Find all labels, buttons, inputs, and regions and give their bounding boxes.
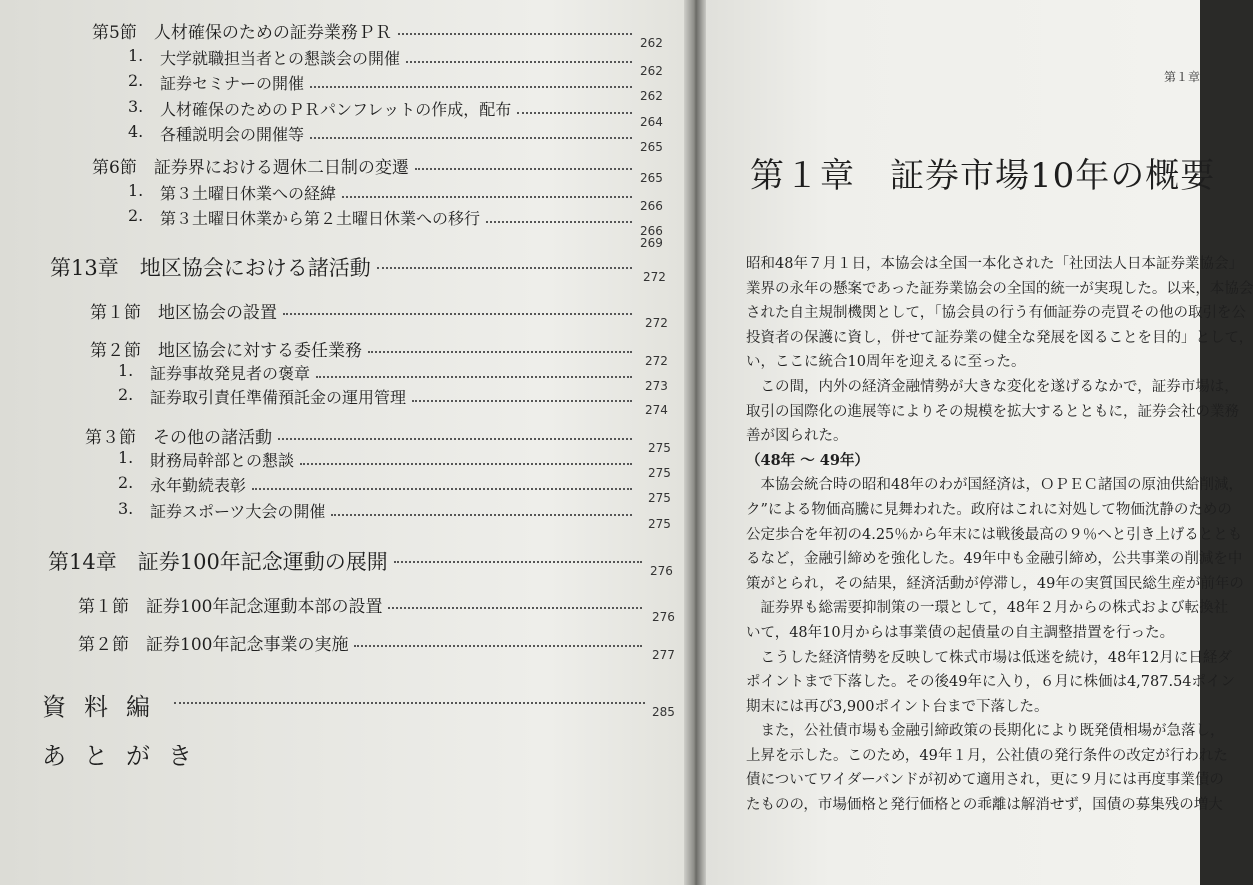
- toc-entry-number: 1.: [118, 361, 134, 380]
- toc-entry-title: 第13章 地区協会における諸活動: [50, 256, 371, 280]
- toc-leader-dots: [368, 351, 632, 353]
- toc-entry-title: 第5節 人材確保のための証券業務ＰＲ: [92, 23, 392, 43]
- toc-entry-title: 大学就職担当者との懇談会の開催: [160, 49, 401, 68]
- toc-entry-number: 1.: [128, 46, 144, 65]
- body-line: 業界の永年の懸案であった証券業協会の全国的統一が実現した。以来，本協会: [746, 280, 1253, 297]
- toc-entry-title: 第１節 証券100年記念運動本部の設置: [78, 597, 383, 617]
- subheading: （48年 ～ 49年）: [746, 451, 869, 469]
- toc-page-number: 266: [640, 199, 663, 213]
- toc-page-number: 275: [648, 441, 671, 455]
- toc-leader-dots: [398, 33, 632, 35]
- toc-page-number: 276: [650, 564, 673, 578]
- toc-page-number: 262: [640, 89, 663, 103]
- toc-entry-title: 証券スポーツ大会の開催: [150, 502, 326, 521]
- body-line: 債についてワイダーバンドが初めて適用され，更に９月には再度事業債の: [746, 772, 1224, 789]
- book-gutter: [684, 0, 706, 885]
- toc-leader-dots: [415, 168, 632, 170]
- body-line: 期末には再び3,900ポイント台まで下落した。: [746, 698, 1049, 715]
- toc-page-number: 275: [648, 491, 671, 505]
- toc-entry-title: 第３節 その他の諸活動: [85, 428, 272, 448]
- body-line: 上昇を示した。このため，49年１月，公社債の発行条件の改定が行われた: [746, 747, 1228, 764]
- toc-entry-number: 3.: [118, 499, 134, 518]
- toc-entry-number: 1.: [118, 448, 134, 467]
- body-line: 取引の国際化の進展等によりその規模を拡大するとともに，証券会社の業務: [746, 403, 1239, 420]
- toc-entry: [42, 736, 242, 770]
- toc-entry-title: あとがき: [42, 742, 210, 770]
- toc-leader-dots: [406, 61, 632, 63]
- body-line: 本協会統合時の昭和48年のわが国経済は，ＯＰＥＣ諸国の原油供給削減，: [746, 477, 1243, 494]
- body-line: 策がとられ，その結果，経済活動が停滞し，49年の実質国民総生産が前年の: [746, 575, 1244, 592]
- chapter-title: 第１章 証券市場10年の概要: [750, 156, 1216, 196]
- toc-leader-dots: [252, 488, 632, 490]
- toc-leader-dots: [354, 645, 642, 647]
- toc-leader-dots: [278, 438, 632, 440]
- body-line: いて，48年10月からは事業債の起債量の自主調整措置を行った。: [746, 624, 1175, 641]
- body-line: 投資者の保護に資し，併せて証券業の健全な発展を図ることを目的」として，: [746, 329, 1253, 346]
- toc-page-number: 272: [645, 354, 668, 368]
- running-head: 第１章: [1163, 70, 1200, 84]
- toc-page-number: 274: [645, 403, 668, 417]
- toc-entry: [42, 687, 675, 721]
- toc-entry-title: 人材確保のためのＰＲパンフレットの作成，配布: [160, 100, 512, 119]
- toc-entry-title: 第２節 地区協会に対する委任業務: [90, 341, 362, 361]
- toc-entry-title: 資料編: [42, 693, 168, 721]
- toc-entry: [90, 298, 668, 330]
- toc-entry-number: 2.: [128, 206, 144, 225]
- toc-leader-dots: [300, 463, 632, 465]
- body-line: 証券界も総需要抑制策の一環として，48年２月からの株式および転換社: [746, 600, 1229, 617]
- toc-page-number: 262: [640, 64, 663, 78]
- body-line: ポイントまで下落した。その後49年に入り，６月に株価は4,787.54ポイン: [746, 674, 1236, 691]
- toc-page-number: 275: [648, 517, 671, 531]
- toc-page-number: 272: [643, 270, 666, 284]
- toc-page-number: 273: [645, 379, 668, 393]
- toc-entry-title: 第6節 証券界における週休二日制の変遷: [92, 158, 409, 178]
- toc-entry-title: 財務局幹部との懇談: [150, 451, 295, 470]
- toc-entry-number: 2.: [128, 71, 144, 90]
- body-line: 昭和48年７月１日，本協会は全国一本化された「社団法人日本証券業協会」: [746, 256, 1243, 272]
- toc-entry: [128, 206, 663, 238]
- toc-page-number: 275: [648, 466, 671, 480]
- body-line: 善が図られた。: [746, 428, 848, 445]
- toc-entry-title: 第３土曜日休業から第２土曜日休業への移行: [160, 209, 481, 228]
- toc-page-number: 277: [652, 648, 675, 662]
- body-line: された自主規制機関として，「協会員の行う有価証券の売買その他の取引を公: [746, 305, 1246, 322]
- toc-entry-title: 第２節 証券100年記念事業の実施: [78, 635, 349, 655]
- toc-entry-number: 4.: [128, 122, 144, 141]
- toc-page-number: 262: [640, 36, 663, 50]
- toc-page-number: 264: [640, 115, 663, 129]
- body-line: 公定歩合を年初の4.25％から年末には戦後最高の９％へと引き上げるととも: [746, 526, 1243, 543]
- toc-page-number: 272: [645, 316, 668, 330]
- toc-entry-number: 2.: [118, 385, 134, 404]
- toc-leader-dots: [316, 376, 632, 378]
- right-page: [706, 0, 1253, 885]
- toc-leader-dots: [517, 112, 632, 114]
- toc-entry-number: 3.: [128, 97, 144, 116]
- body-line: い，ここに統合10周年を迎えるに至った。: [746, 354, 1026, 371]
- toc-leader-dots: [342, 196, 632, 198]
- toc-leader-dots: [394, 561, 642, 563]
- body-line: ク”による物価高騰に見舞われた。政府はこれに対処して物価沈静のための: [746, 501, 1232, 518]
- toc-leader-dots: [388, 607, 642, 609]
- toc-entry-title: 証券事故発見者の褒章: [150, 364, 311, 383]
- toc-entry: [118, 499, 671, 531]
- toc-page-number: 265: [640, 140, 663, 154]
- toc-page-number: 276: [652, 610, 675, 624]
- body-line: この間，内外の経済金融情勢が大きな変化を遂げるなかで，証券市場は，: [746, 378, 1239, 395]
- body-line: たものの，市場価格と発行価格との乖離は解消せず，国債の募集残の増大: [746, 797, 1223, 814]
- toc-entry-title: 各種説明会の開催等: [160, 125, 305, 144]
- body-text: [746, 252, 1253, 818]
- toc-leader-dots: [310, 86, 632, 88]
- toc-entry: [78, 630, 675, 662]
- toc-leader-dots: [412, 400, 632, 402]
- toc-page-number: 266: [640, 224, 663, 238]
- toc-entry: [92, 18, 663, 50]
- toc-entry: [78, 592, 675, 624]
- toc-entry-title: 第１節 地区協会の設置: [90, 303, 277, 323]
- toc-leader-dots: [283, 313, 632, 315]
- toc-entry: [48, 546, 673, 578]
- toc-entry-title: 第３土曜日休業への経緯: [160, 184, 337, 203]
- toc-leader-dots: [174, 702, 645, 704]
- toc-page-number: 265: [640, 171, 663, 185]
- toc-leader-dots: [377, 267, 632, 269]
- body-line: るなど，金融引締めを強化した。49年中も金融引締め，公共事業の削減を中: [746, 551, 1243, 568]
- toc-entry-number: 2.: [118, 473, 134, 492]
- toc-entry-title: 証券取引責任準備預託金の運用管理: [150, 388, 407, 407]
- toc-entry: [50, 252, 666, 284]
- toc-entry-title: 第14章 証券100年記念運動の展開: [48, 550, 388, 574]
- toc-entry-title: 永年勤続表彰: [150, 476, 247, 495]
- toc-entry: [92, 153, 663, 185]
- toc-leader-dots: [331, 514, 632, 516]
- body-line: また，公社債市場も金融引締政策の長期化により既発債相場が急落し，: [746, 723, 1225, 740]
- toc-entry-title: 証券セミナーの開催: [160, 74, 305, 93]
- body-line: こうした経済情勢を反映して株式市場は低迷を続け，48年12月に日経ダ: [746, 649, 1232, 666]
- toc-page-number: 269: [640, 236, 663, 250]
- toc-entry-number: 1.: [128, 181, 144, 200]
- toc-page-number: 285: [652, 705, 675, 719]
- toc-leader-dots: [310, 137, 632, 139]
